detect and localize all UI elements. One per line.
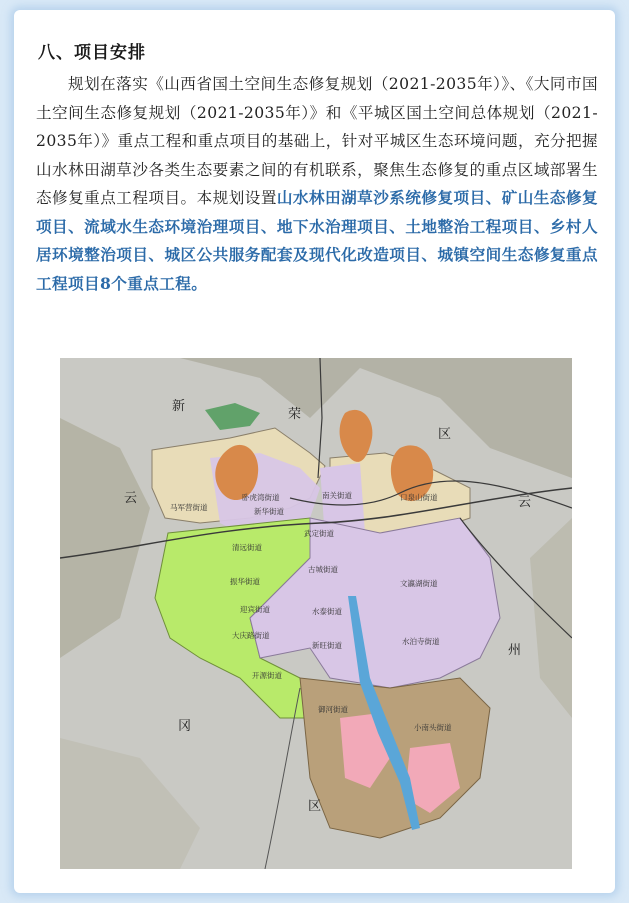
street-label: 口泉山街道 — [400, 493, 438, 502]
region-label: 云 — [518, 495, 532, 510]
street-label: 马军营街道 — [170, 503, 208, 512]
street-label: 振华街道 — [230, 577, 260, 586]
planning-map — [60, 358, 572, 869]
street-label: 大庆路街道 — [232, 631, 270, 640]
map-svg — [60, 358, 572, 869]
region-label: 区 — [308, 799, 322, 814]
street-label: 迎宾街道 — [240, 605, 270, 614]
street-label: 清远街道 — [232, 543, 262, 552]
document-page — [14, 10, 615, 893]
street-label: 水泊寺街道 — [402, 637, 440, 646]
street-label: 水泰街道 — [312, 607, 342, 616]
street-label: 新华街道 — [254, 507, 284, 516]
street-label: 开源街道 — [252, 671, 282, 680]
street-label: 新旺街道 — [312, 641, 342, 650]
street-label: 御河街道 — [318, 705, 348, 714]
region-label: 荣 — [288, 407, 302, 422]
body-paragraph — [36, 70, 598, 298]
region-label: 云 — [124, 491, 138, 506]
street-label: 文瀛湖街道 — [400, 579, 438, 588]
street-label: 南关街道 — [322, 491, 352, 500]
paragraph-text: 规划在落实《山西省国土空间生态修复规划（2021-2035年）》、《大同市国土空间生态修复规划（2021-2035年）》和《平城区国土空间总体规划（2021-2035年）》重点工程和重点项目的基础上，针对平城区生态环境问题，充分把握山水林田湖草沙各类生态要素之间的有机联系，聚焦生态修复的重点区域部署生态修复重点工程项目。本规划设置 — [36, 75, 598, 207]
region-label: 区 — [438, 427, 452, 442]
street-label: 武定街道 — [304, 529, 334, 538]
region-label: 州 — [508, 643, 522, 658]
region-label: 新 — [172, 399, 186, 414]
region-label: 冈 — [178, 719, 192, 734]
street-label: 小南头街道 — [414, 723, 452, 732]
section-heading: 八、项目安排 — [38, 43, 146, 63]
street-label: 卧虎湾街道 — [242, 493, 280, 502]
paragraph-highlight: 山水林田湖草沙系统修复项目、矿山生态修复项目、流域水生态环境治理项目、地下水治理项目、土地整治工程项目、乡村人居环境整治项目、城区公共服务配套及现代化改造项目、城镇空间生态修复重点工程项目8个重点工程。 — [36, 188, 598, 293]
street-label: 古城街道 — [308, 565, 338, 574]
